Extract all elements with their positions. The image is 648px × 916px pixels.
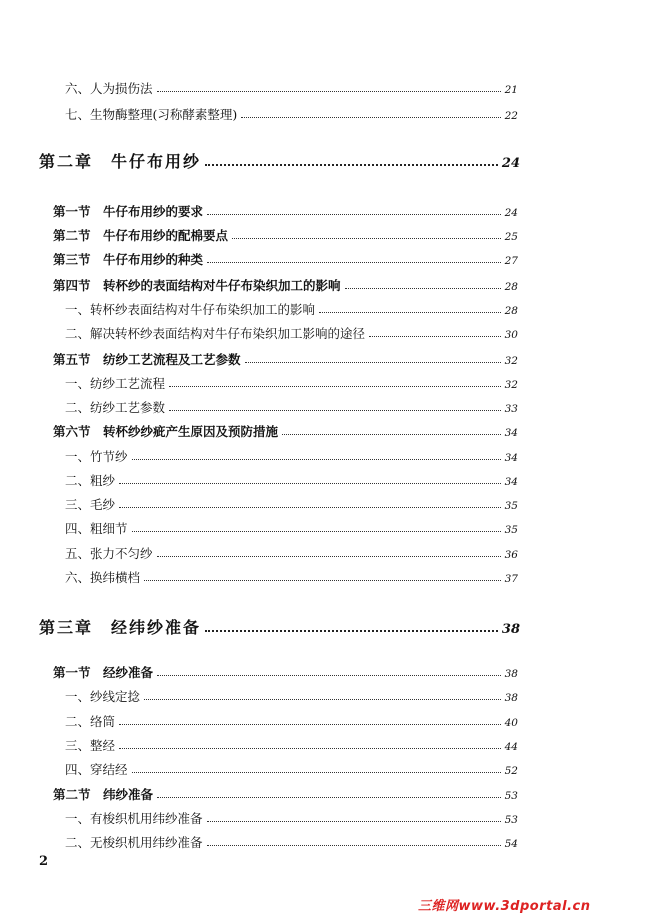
toc-entry-page: 35: [504, 523, 518, 536]
leader-dots: [232, 237, 501, 239]
toc-entry-page: 28: [504, 304, 518, 317]
toc-entry-page: 34: [504, 426, 518, 439]
toc-entry: [0, 538, 648, 560]
leader-dots: [207, 844, 501, 846]
toc-entry: [0, 441, 648, 463]
toc-entry-label: 五、张力不匀纱: [65, 545, 153, 561]
toc-section-entry: [0, 196, 648, 218]
watermark: 三维网www.3dportal.cn: [418, 899, 591, 914]
toc-entry-page: 52: [504, 764, 518, 777]
toc-entry-label: 二、无梭织机用纬纱准备: [65, 834, 203, 850]
toc-section-entry: [0, 244, 648, 266]
toc-entry-page: 27: [504, 254, 518, 267]
toc-entry: [0, 489, 648, 511]
toc-entry-label: 第一节 经纱准备: [53, 664, 154, 680]
leader-dots: [132, 458, 501, 460]
leader-dots: [157, 90, 501, 92]
toc-entry-page: 24: [504, 206, 518, 219]
toc-section-entry: [0, 344, 648, 366]
leader-dots: [157, 796, 501, 798]
toc-section-entry: [0, 779, 648, 801]
leader-dots: [119, 482, 501, 484]
leader-dots: [119, 506, 501, 508]
toc-entry-page: 21: [504, 83, 518, 96]
toc-entry: [0, 73, 648, 95]
leader-dots: [144, 698, 501, 700]
toc-entry-label: 一、转杯纱表面结构对牛仔布染织加工的影响: [65, 301, 316, 317]
leader-dots: [369, 335, 501, 337]
toc-entry-label: 二、络筒: [65, 713, 116, 729]
toc-entry-page: 44: [504, 740, 518, 753]
toc-section-entry: [0, 220, 648, 242]
chapter-page: 24: [501, 156, 520, 171]
toc-entry-label: 一、纱线定捻: [65, 688, 141, 704]
leader-dots: [169, 409, 501, 411]
toc-entry-page: 32: [504, 354, 518, 367]
toc-entry-label: 二、粗纱: [65, 472, 116, 488]
toc-entry-label: 二、解决转杯纱表面结构对牛仔布染织加工影响的途径: [65, 325, 366, 341]
chapter-heading: [0, 614, 648, 636]
toc-entry-label: 第二节 牛仔布用纱的配棉要点: [53, 227, 229, 243]
toc-entry-label: 三、整经: [65, 737, 116, 753]
chapter-page: 38: [501, 622, 520, 637]
toc-entry: [0, 368, 648, 390]
leader-dots: [132, 530, 501, 532]
leader-dots: [245, 361, 501, 363]
toc-entry: [0, 294, 648, 316]
toc-entry: [0, 803, 648, 825]
toc-entry-page: 33: [504, 402, 518, 415]
leader-dots: [207, 261, 501, 263]
toc-entry-page: 38: [504, 667, 518, 680]
toc-entry-page: 36: [504, 548, 518, 561]
toc-entry: [0, 318, 648, 340]
toc-entry-page: 35: [504, 499, 518, 512]
toc-entry-label: 一、竹节纱: [65, 448, 128, 464]
toc-section-entry: [0, 416, 648, 438]
toc-entry-label: 七、生物酶整理(习称酵素整理): [65, 106, 238, 122]
toc-entry-page: 34: [504, 451, 518, 464]
toc-entry: [0, 730, 648, 752]
toc-entry-page: 22: [504, 109, 518, 122]
toc-entry-label: 第二节 纬纱准备: [53, 786, 154, 802]
toc-entry: [0, 392, 648, 414]
leader-dots: [119, 747, 501, 749]
leader-dots: [205, 163, 498, 166]
toc-entry: [0, 562, 648, 584]
toc-entry: [0, 513, 648, 535]
toc-entry-page: 37: [504, 572, 518, 585]
toc-entry: [0, 827, 648, 849]
chapter-title: 第三章 经纬纱准备: [39, 618, 202, 637]
toc-entry-label: 一、纺纱工艺流程: [65, 375, 166, 391]
toc-entry-label: 四、穿结经: [65, 761, 128, 777]
leader-dots: [132, 771, 501, 773]
toc-entry-page: 34: [504, 475, 518, 488]
toc-entry-label: 第四节 转杯纱的表面结构对牛仔布染织加工的影响: [53, 277, 341, 293]
leader-dots: [319, 311, 501, 313]
toc-entry-label: 第一节 牛仔布用纱的要求: [53, 203, 204, 219]
leader-dots: [205, 629, 498, 632]
toc-entry-label: 六、人为损伤法: [65, 80, 153, 96]
toc-entry-page: 53: [504, 789, 518, 802]
leader-dots: [241, 116, 500, 118]
leader-dots: [144, 579, 501, 581]
leader-dots: [207, 820, 501, 822]
toc-section-entry: [0, 657, 648, 679]
toc-entry: [0, 99, 648, 121]
toc-entry-page: 32: [504, 378, 518, 391]
toc-entry: [0, 706, 648, 728]
leader-dots: [282, 433, 501, 435]
toc-entry-label: 六、换纬横档: [65, 569, 141, 585]
toc-entry-label: 四、粗细节: [65, 520, 128, 536]
leader-dots: [119, 723, 501, 725]
toc-entry-label: 第五节 纺纱工艺流程及工艺参数: [53, 351, 241, 367]
toc-entry-page: 30: [504, 328, 518, 341]
toc-entry-page: 54: [504, 837, 518, 850]
toc-entry: [0, 754, 648, 776]
toc-entry-page: 28: [504, 280, 518, 293]
leader-dots: [207, 213, 501, 215]
toc-entry-page: 53: [504, 813, 518, 826]
page-number: 2: [39, 854, 49, 869]
toc-entry-label: 二、纺纱工艺参数: [65, 399, 166, 415]
chapter-heading: [0, 148, 648, 170]
leader-dots: [157, 674, 501, 676]
chapter-title: 第二章 牛仔布用纱: [39, 152, 202, 171]
toc-entry-label: 三、毛纱: [65, 496, 116, 512]
toc-entry-label: 第三节 牛仔布用纱的种类: [53, 251, 204, 267]
leader-dots: [169, 385, 501, 387]
leader-dots: [345, 287, 501, 289]
toc-section-entry: [0, 270, 648, 292]
toc-entry: [0, 465, 648, 487]
toc-entry-page: 25: [504, 230, 518, 243]
toc-entry: [0, 681, 648, 703]
toc-entry-page: 40: [504, 716, 518, 729]
toc-entry-label: 第六节 转杯纱纱疵产生原因及预防措施: [53, 423, 279, 439]
toc-entry-label: 一、有梭织机用纬纱准备: [65, 810, 203, 826]
toc-entry-page: 38: [504, 691, 518, 704]
leader-dots: [157, 555, 501, 557]
